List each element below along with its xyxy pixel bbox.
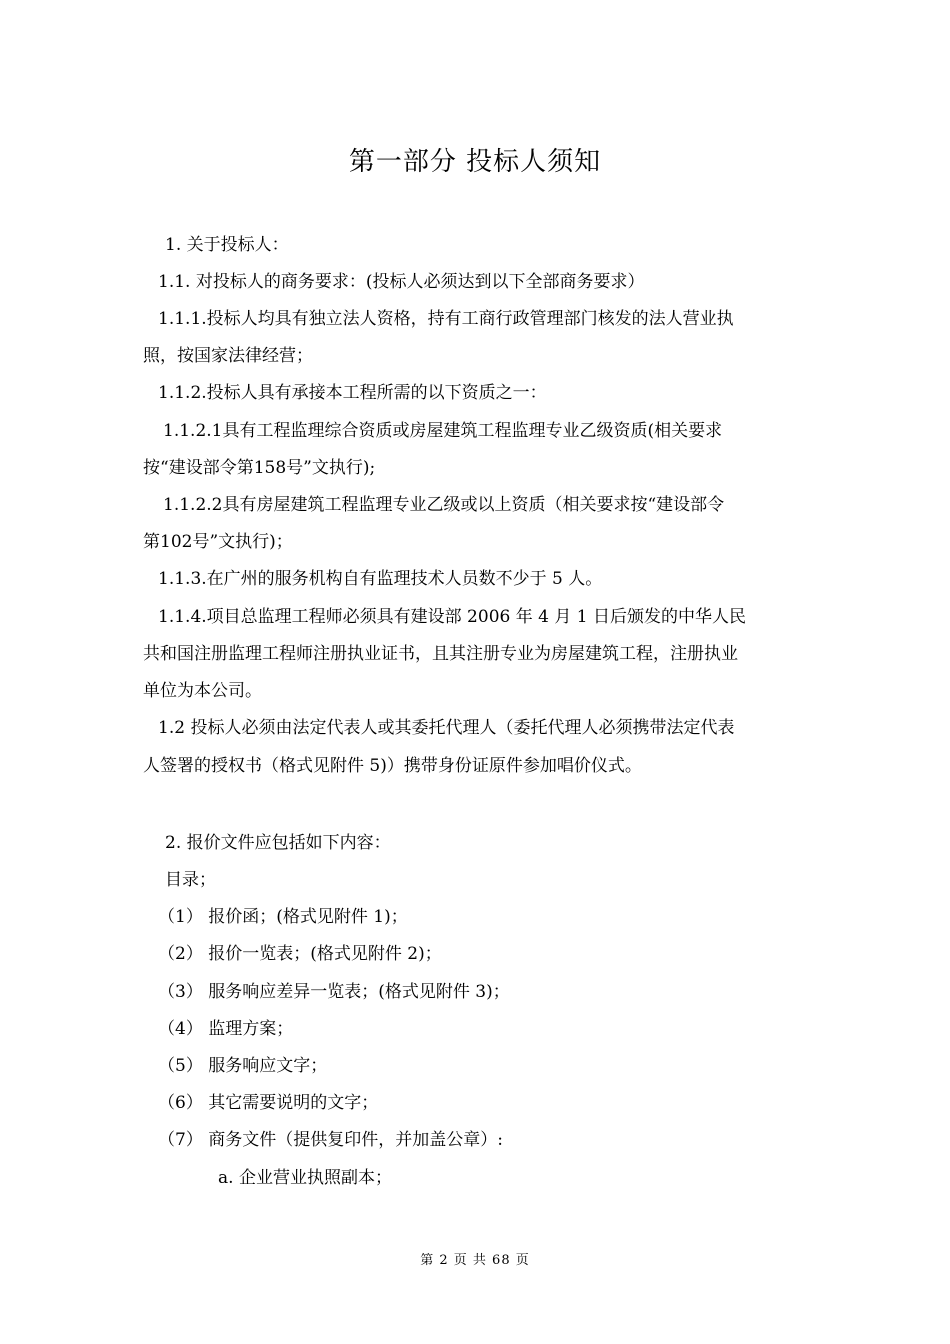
paragraph-line: 1.1.4.项目总监理工程师必须具有建设部 2006 年 4 月 1 日后颁发的中华人民 [158,607,746,627]
paragraph-line: 第102号”文执行)； [143,532,293,552]
page-footer: 第 2 页 共 68 页 [420,1253,530,1268]
list-item: （4） 监理方案； [158,1019,294,1039]
paragraph-line: 1.1.2.1具有工程监理综合资质或房屋建筑工程监理专业乙级资质(相关要求 [163,421,723,441]
list-item: a. 企业营业执照副本； [218,1168,392,1188]
paragraph-line: 1.2 投标人必须由法定代表人或其委托代理人（委托代理人必须携带法定代表 [158,718,735,738]
list-item: （2） 报价一览表；(格式见附件 2)； [158,944,442,964]
paragraph-line: 单位为本公司。 [143,681,262,701]
paragraph-line: 目录； [165,870,216,890]
paragraph-line: 1. 关于投标人： [165,235,289,255]
paragraph-line: 人签署的授权书（格式见附件 5)）携带身份证原件参加唱价仪式。 [143,756,642,776]
paragraph-line: 按“建设部令第158号”文执行); [143,458,376,478]
paragraph-line: 1.1.2.投标人具有承接本工程所需的以下资质之一： [158,383,547,403]
paragraph-line: 共和国注册监理工程师注册执业证书，且其注册专业为房屋建筑工程，注册执业 [143,644,738,664]
list-item: （6） 其它需要说明的文字； [158,1093,379,1113]
list-item: （7） 商务文件（提供复印件，并加盖公章）: [158,1130,503,1150]
paragraph-line: 1.1.3.在广州的服务机构自有监理技术人员数不少于 5 人。 [158,569,603,589]
paragraph-line: 1.1.2.2具有房屋建筑工程监理专业乙级或以上资质（相关要求按“建设部令 [163,495,725,515]
list-item: （5） 服务响应文字； [158,1056,328,1076]
paragraph-line: 照，按国家法律经营； [143,346,313,366]
paragraph-line: 1.1.1.投标人均具有独立法人资格，持有工商行政管理部门核发的法人营业执 [158,309,734,329]
paragraph-line: 1.1. 对投标人的商务要求：(投标人必须达到以下全部商务要求） [158,272,645,292]
list-item: （1） 报价函；(格式见附件 1)； [158,907,408,927]
paragraph-line: 2. 报价文件应包括如下内容： [165,833,391,853]
list-item: （3） 服务响应差异一览表；(格式见附件 3)； [158,982,510,1002]
page-title: 第一部分 投标人须知 [348,147,602,177]
